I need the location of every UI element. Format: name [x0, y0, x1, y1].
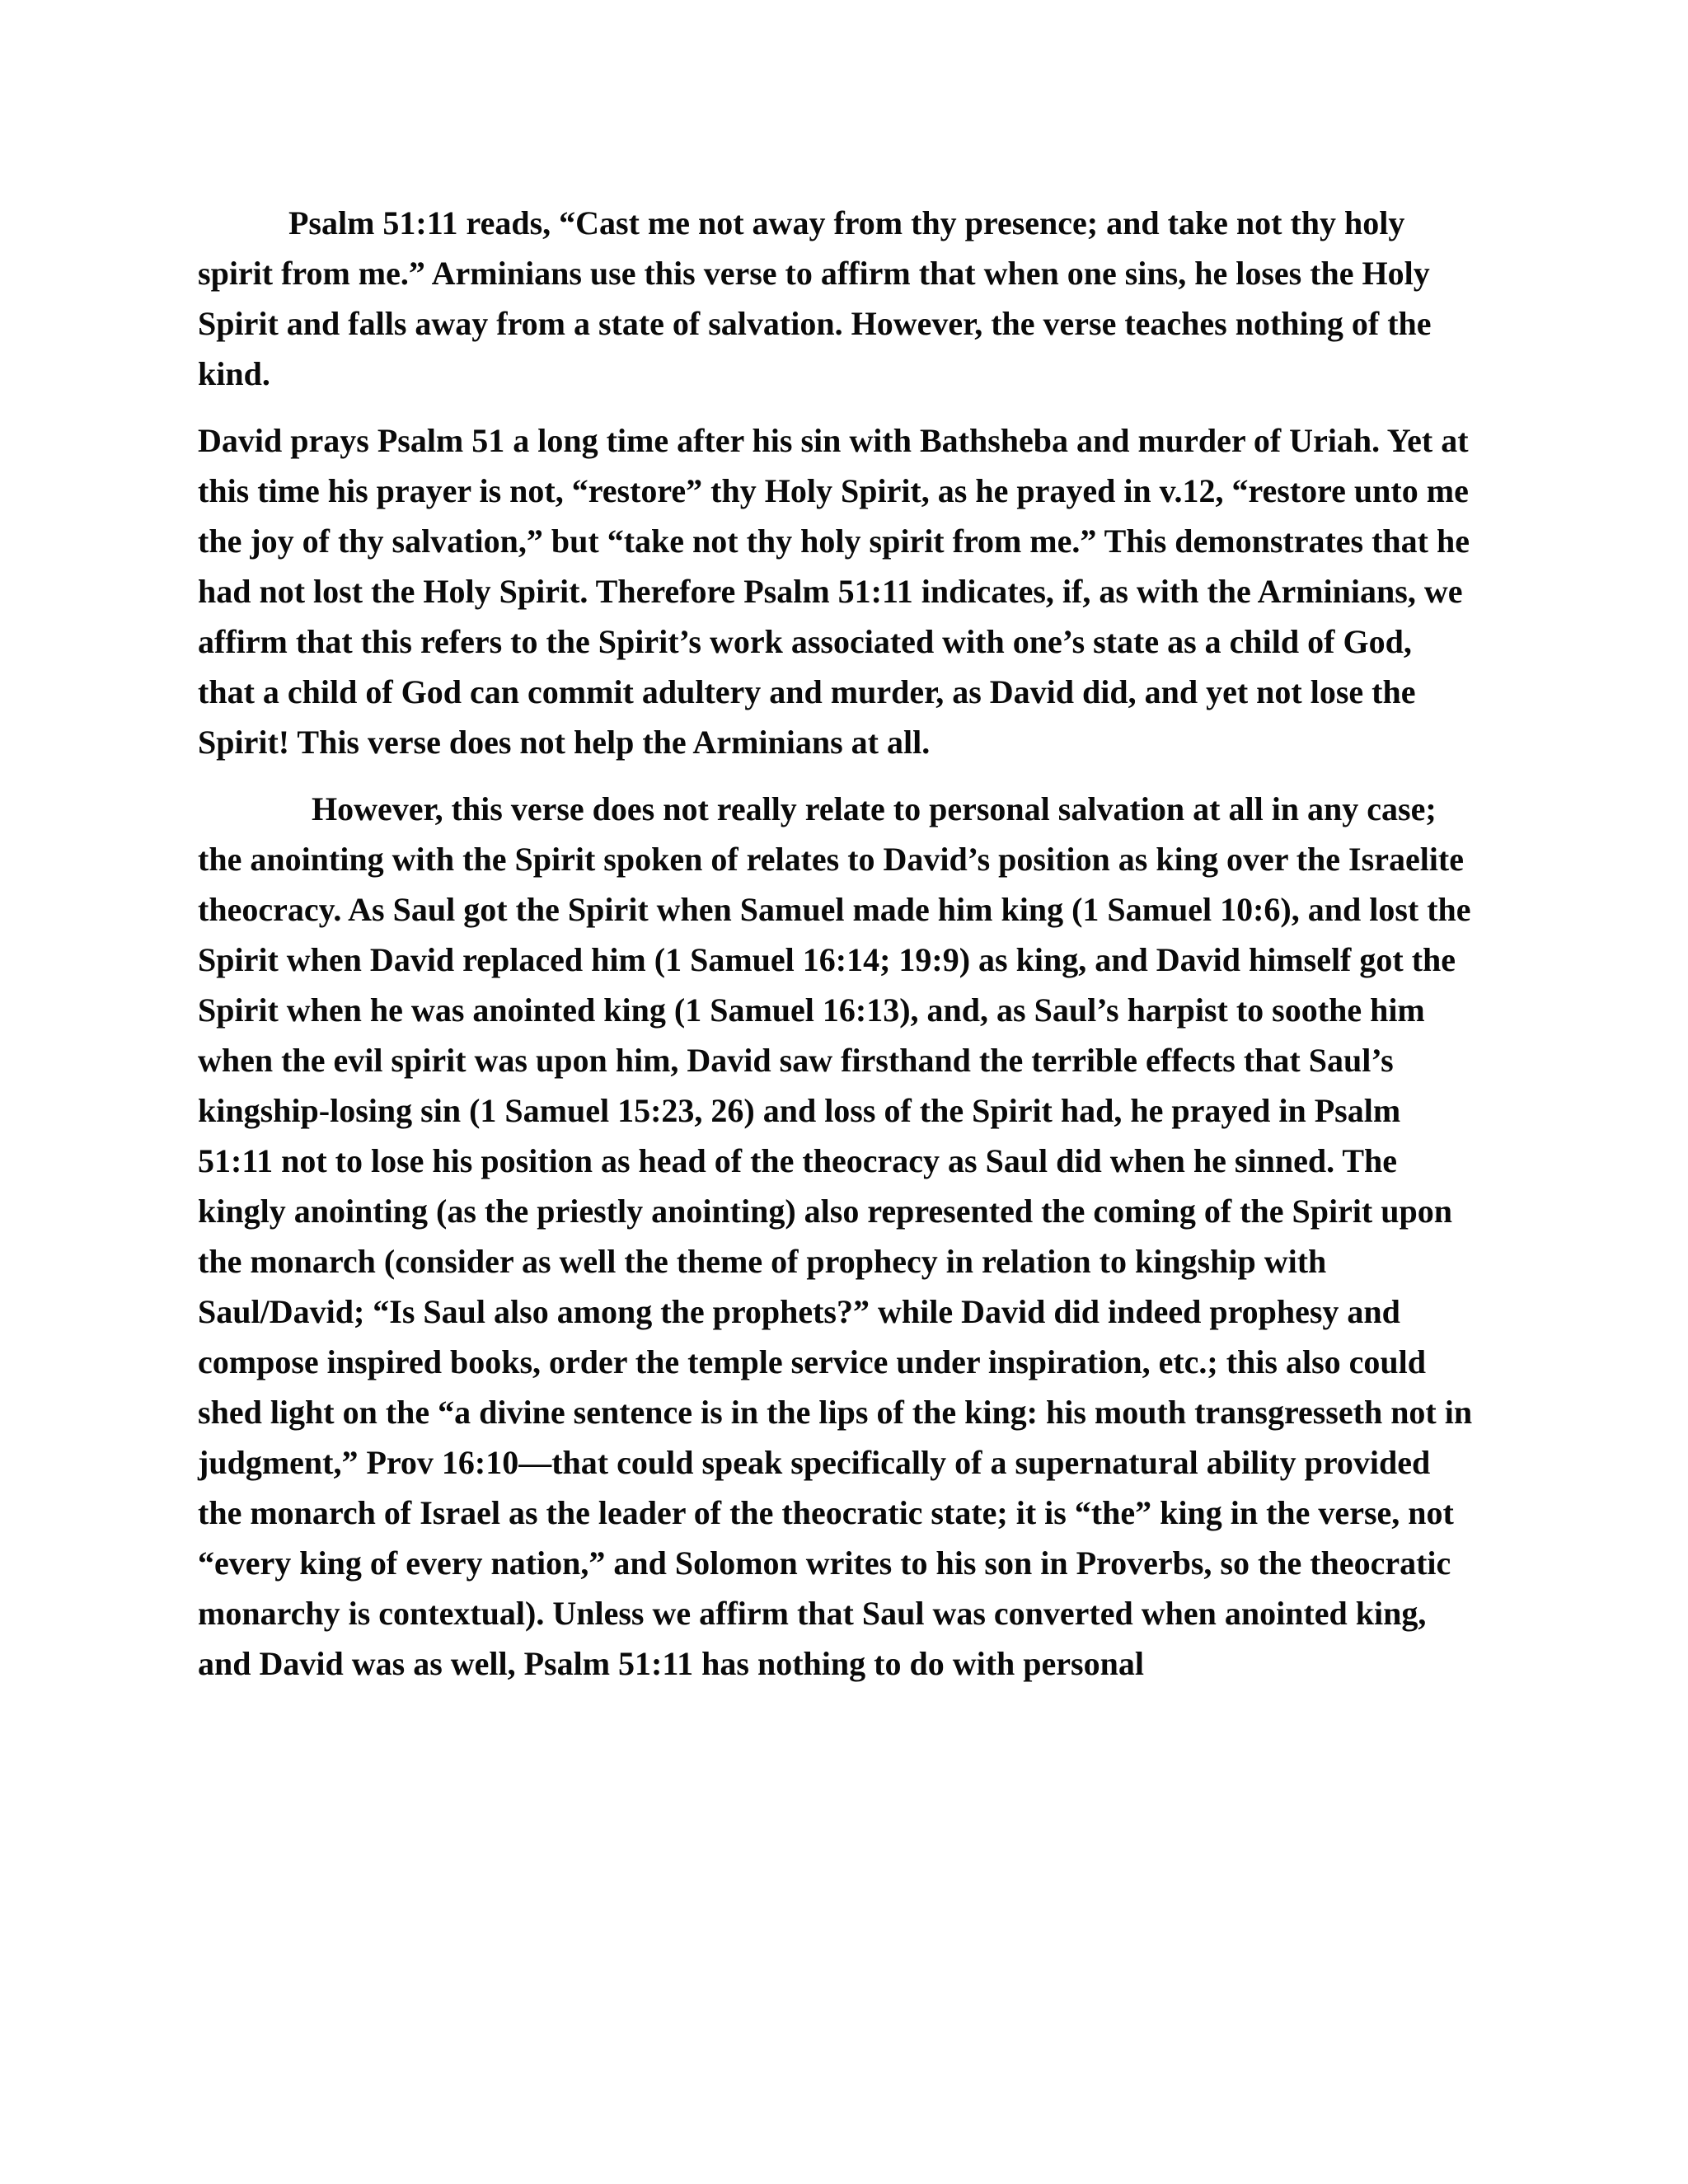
body-text	[198, 198, 1474, 1705]
paragraph-david-prayer: David prays Psalm 51 a long time after his sin with Bathsheba and murder of Uriah. Yet at this time his prayer is not, “restore” thy Holy Spirit, as he prayed in v.12, “restore unto me the joy of thy salvation,” but “take not thy holy spirit from me.” This demonstrates that he had not lost the Holy Spirit. Therefore Psalm 51:11 indicates, if, as with the Arminians, we affirm that this refers to the Spirit’s work associated with one’s state as a child of God, that a child of God can commit adultery and murder, as David did, and yet not lose the Spirit! This verse does not help the Arminians at all.	[198, 422, 1470, 761]
paragraph-psalm-reading: Psalm 51:11 reads, “Cast me not away from thy presence; and take not thy holy spirit from me.” Arminians use this verse to affirm that when one sins, he loses the Holy Spirit and falls away from a state of salvation. However, the verse teaches nothing of the kind.	[198, 204, 1432, 392]
paragraph-theocracy: However, this verse does not really relate to personal salvation at all in any case; the anointing with the Spirit spoken of relates to David’s position as king over the Israelite theocracy. As Saul got the Spirit when Samuel made him king (1 Samuel 10:6), and lost the Spirit when David replaced him (1 Samuel 16:14; 19:9) as king, and David himself got the Spirit when he was anointed king (1 Samuel 16:13), and, as Saul’s harpist to soothe him when the evil spirit was upon him, David saw firsthand the terrible effects that Saul’s kingship-losing sin (1 Samuel 15:23, 26) and loss of the Spirit had, he prayed in Psalm 51:11 not to lose his position as head of the theocracy as Saul did when he sinned. The kingly anointing (as the priestly anointing) also represented the coming of the Spirit upon the monarch (consider as well the theme of prophecy in relation to kingship with Saul/David; “Is Saul also among the prophets?” while David did indeed prophesy and compose inspired books, order the temple service under inspiration, etc.; this also could shed light on the “a divine sentence is in the lips of the king: his mouth transgresseth not in judgment,” Prov 16:10—that could speak specifically of a supernatural ability provided the monarch of Israel as the leader of the theocratic state; it is “the” king in the verse, not “every king of every nation,” and Solomon writes to his son in Proverbs, so the theocratic monarchy is contextual). Unless we affirm that Saul was converted when anointed king, and David was as well, Psalm 51:11 has nothing to do with personal	[198, 790, 1473, 1682]
